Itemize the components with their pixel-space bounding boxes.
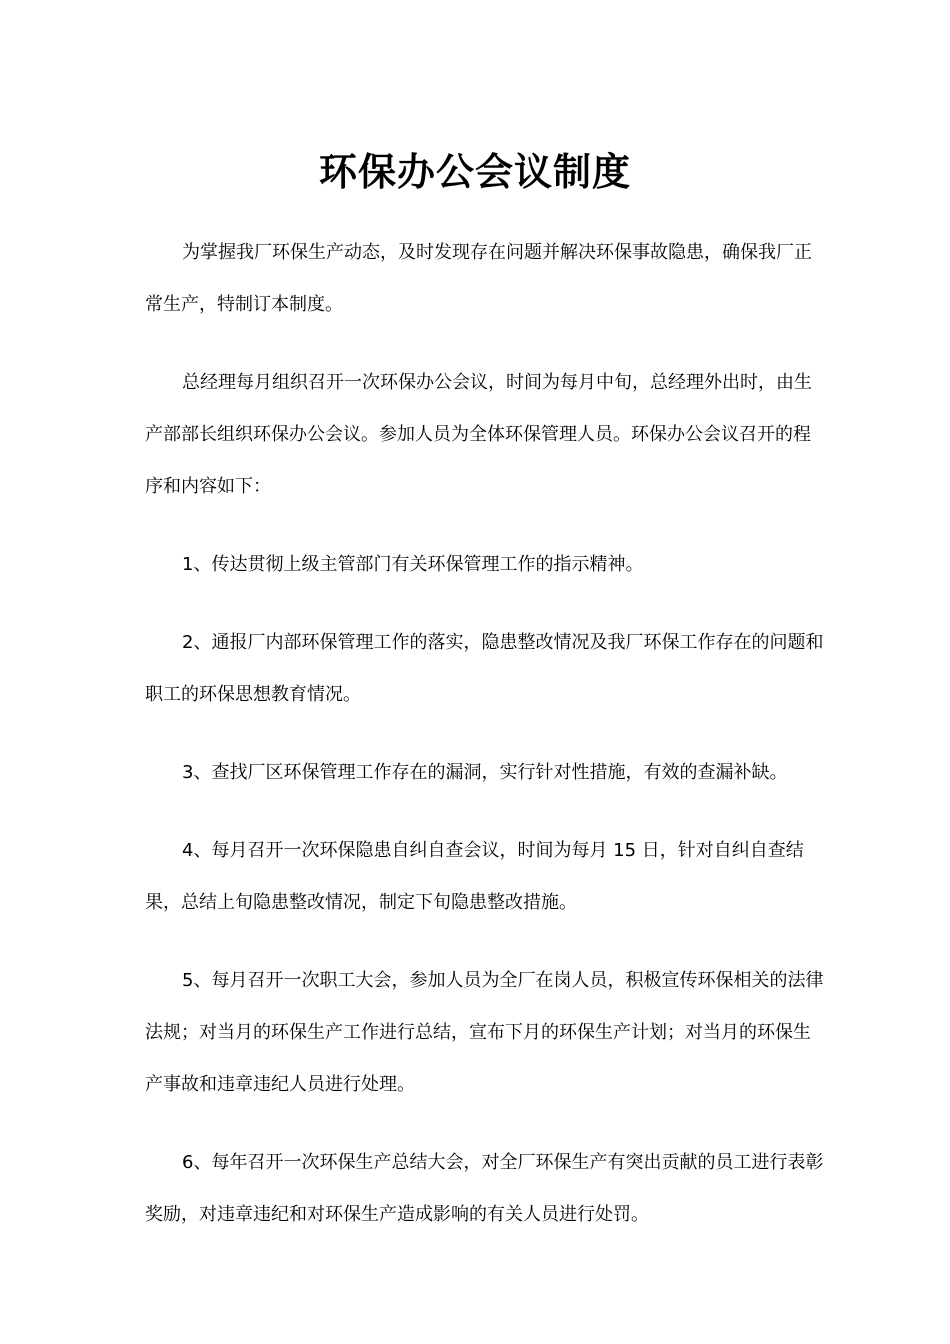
paragraph-item-1: 1、传达贯彻上级主管部门有关环保管理工作的指示精神。	[182, 554, 644, 575]
paragraph-item-3: 3、查找厂区环保管理工作存在的漏洞，实行针对性措施，有效的查漏补缺。	[182, 762, 788, 783]
paragraph-item-4: 4、每月召开一次环保隐患自纠自查会议，时间为每月 15 日，针对自纠自查结果，总结上旬隐患整改情况，制定下旬隐患整改措施。	[145, 840, 804, 913]
paragraph-meeting-overview: 总经理每月组织召开一次环保办公会议，时间为每月中旬，总经理外出时，由生产部部长组织环保办公会议。参加人员为全体环保管理人员。环保办公会议召开的程序和内容如下：	[145, 372, 812, 497]
paragraph-item-5: 5、每月召开一次职工大会，参加人员为全厂在岗人员，积极宣传环保相关的法律法规；对当月的环保生产工作进行总结，宣布下月的环保生产计划；对当月的环保生产事故和违章违纪人员进行处理。	[145, 970, 824, 1095]
paragraph-item-2: 2、通报厂内部环保管理工作的落实，隐患整改情况及我厂环保工作存在的问题和职工的环保思想教育情况。	[145, 632, 824, 705]
paragraph-purpose: 为掌握我厂环保生产动态，及时发现存在问题并解决环保事故隐患，确保我厂正常生产，特制订本制度。	[145, 242, 812, 315]
document-title: 环保办公会议制度	[318, 150, 631, 194]
document-body	[145, 227, 825, 1267]
paragraph-item-6: 6、每年召开一次环保生产总结大会，对全厂环保生产有突出贡献的员工进行表彰奖励，对违章违纪和对环保生产造成影响的有关人员进行处罚。	[145, 1152, 824, 1225]
